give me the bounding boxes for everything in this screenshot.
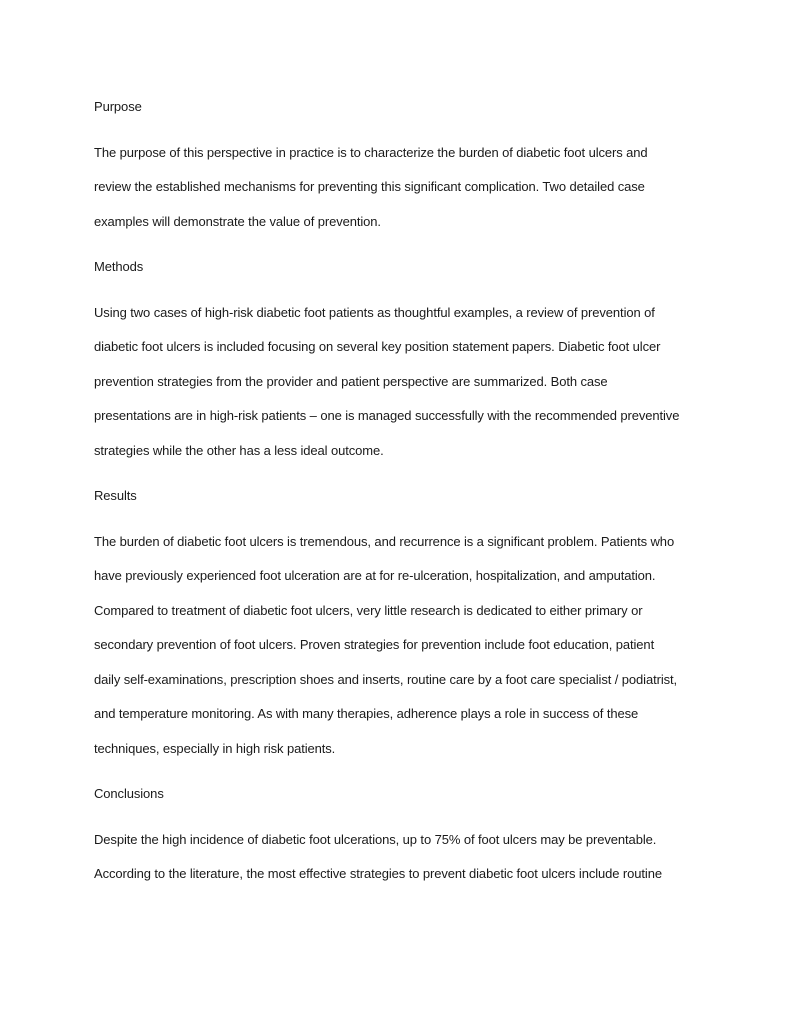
section-heading: Conclusions (94, 786, 164, 801)
section-heading: Methods (94, 259, 144, 274)
text-line: prevention strategies from the provider and patient perspective are summarized. Both case (94, 373, 608, 389)
section-paragraph (94, 136, 714, 240)
text-line: Using two cases of high-risk diabetic foot patients as thoughtful examples, a review of prevention of (94, 304, 655, 320)
section-conclusions (94, 777, 714, 892)
text-line: The burden of diabetic foot ulcers is tremendous, and recurrence is a significant problem. Patients who (94, 533, 675, 549)
document-body (94, 90, 714, 903)
section-paragraph (94, 525, 714, 767)
section-heading: Purpose (94, 99, 142, 114)
text-line: The purpose of this perspective in practice is to characterize the burden of diabetic foot ulcers and (94, 144, 648, 160)
section-results (94, 479, 714, 766)
text-line: have previously experienced foot ulceration are at for re-ulceration, hospitalization, and amputation. (94, 568, 656, 583)
text-line: presentations are in high-risk patients – one is managed successfully with the recommended preventive (94, 408, 680, 423)
text-line: secondary prevention of foot ulcers. Proven strategies for prevention include foot education, patient (94, 637, 655, 652)
section-methods (94, 250, 714, 468)
section-heading: Results (94, 488, 137, 503)
section-paragraph (94, 296, 714, 469)
text-line: daily self-examinations, prescription shoes and inserts, routine care by a foot care specialist / podiatrist, (94, 671, 678, 687)
section-purpose (94, 90, 714, 239)
text-line: examples will demonstrate the value of prevention. (94, 213, 381, 229)
text-line: Compared to treatment of diabetic foot ulcers, very little research is dedicated to either primary or (94, 602, 643, 618)
text-line: and temperature monitoring. As with many therapies, adherence plays a role in success of these (94, 706, 639, 721)
text-line: According to the literature, the most effective strategies to prevent diabetic foot ulcers include routine (94, 866, 662, 881)
text-line: strategies while the other has a less ideal outcome. (94, 442, 384, 458)
text-line: Despite the high incidence of diabetic foot ulcerations, up to 75% of foot ulcers may be preventable. (94, 831, 657, 847)
text-line: diabetic foot ulcers is included focusing on several key position statement papers. Diabetic foot ulcer (94, 339, 661, 354)
text-line: review the established mechanisms for preventing this significant complication. Two detailed case (94, 179, 645, 194)
section-paragraph (94, 823, 714, 892)
text-line: techniques, especially in high risk patients. (94, 740, 336, 756)
